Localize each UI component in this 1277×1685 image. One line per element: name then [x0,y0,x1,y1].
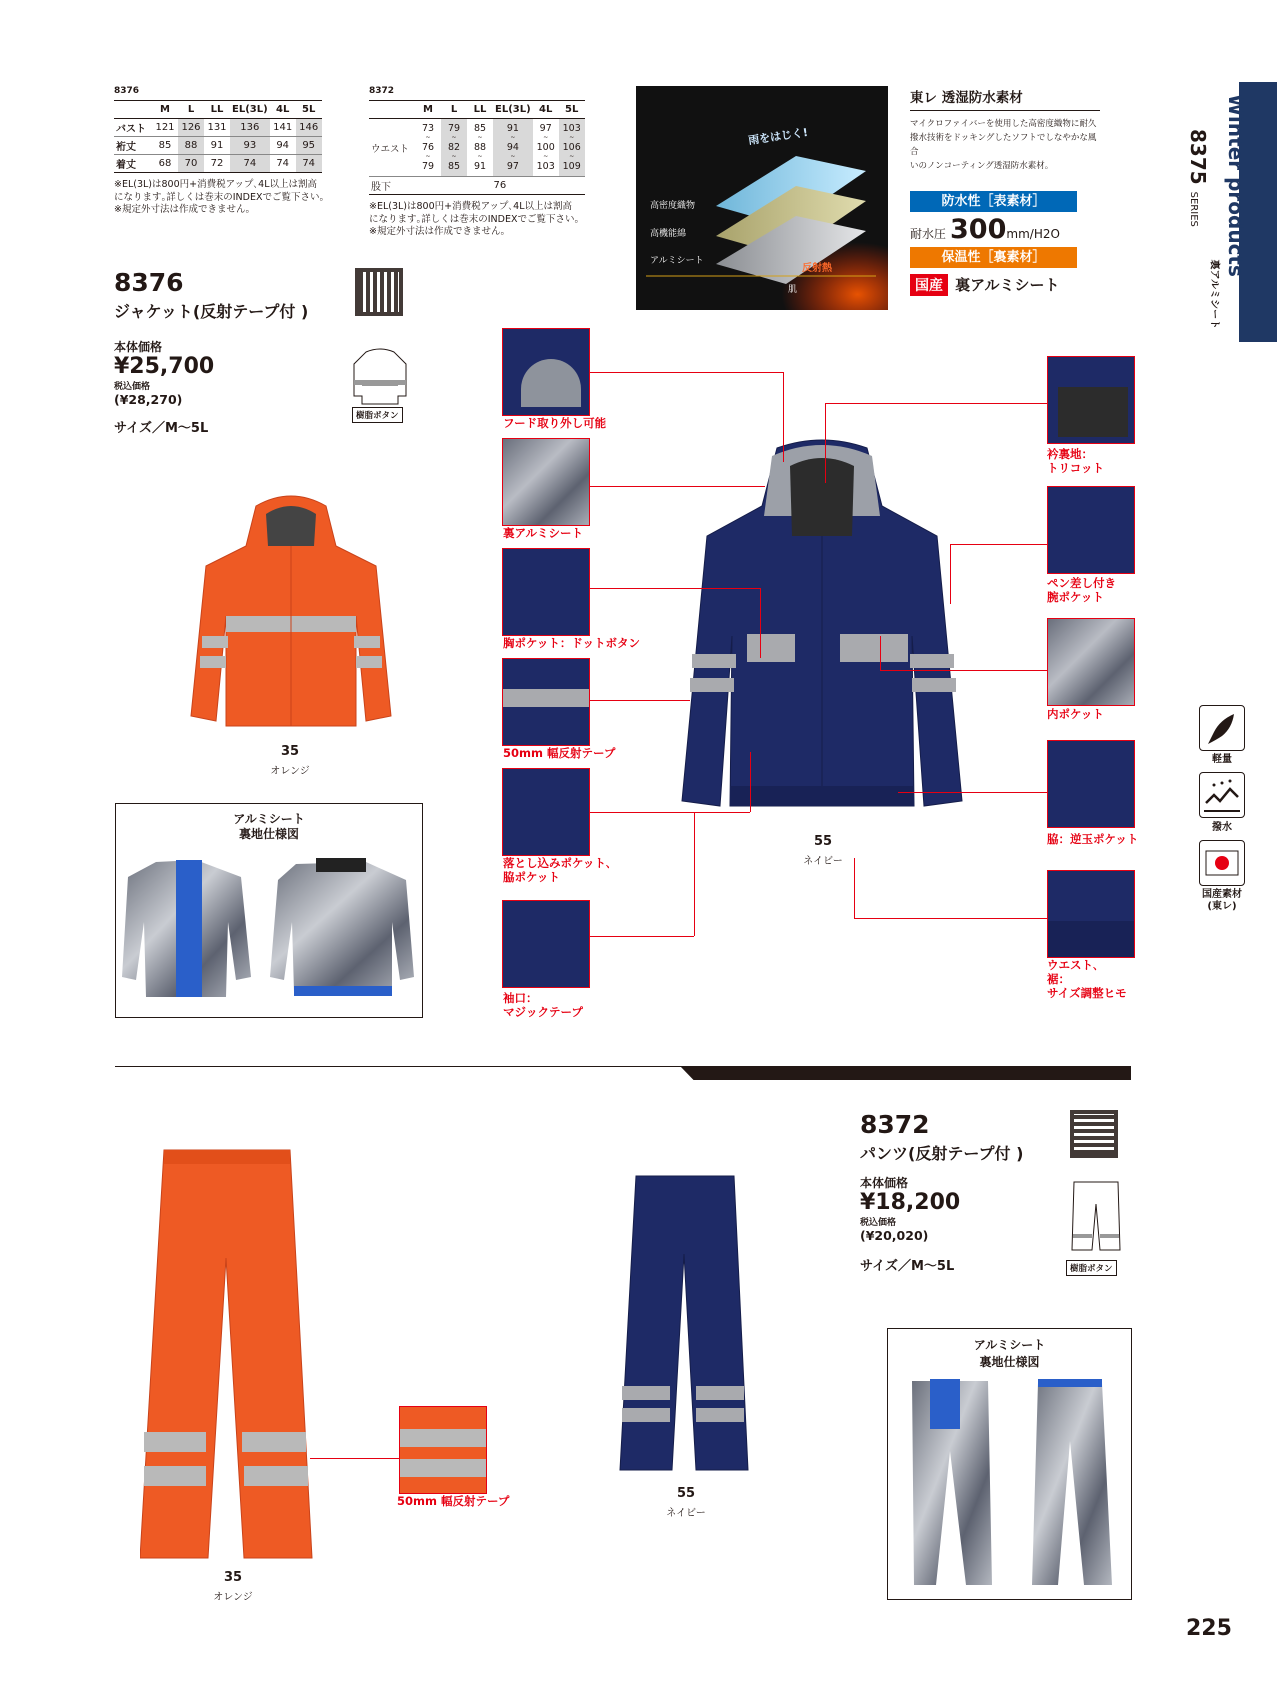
feature-lining-label: 裏アルミシート [503,526,584,540]
feature-chest-pocket-thumb [502,548,590,636]
material-info: 東レ 透湿防水素材 マイクロファイバーを使用した高密度織物に耐久 撥水技術をドッキングしたソフトでしなやかな風合 いのノンコーティング透湿防水素材｡ 防水性［表素材］ 耐水圧 300mm/H2O 保温性［裏素材］ 国産 裏アルミシート [910,86,1100,296]
jacket-code: 8376 [114,268,184,297]
pants-tape-label: 50mm 幅反射テープ [397,1494,510,1508]
feature-inner-pocket-label: 内ポケット [1047,707,1104,721]
pants-name: パンツ(反射テープ付 ) [860,1144,1024,1163]
table-row: 裄丈 85 88 91 93 94 95 [114,137,322,155]
feature-arm-pocket-thumb [1047,486,1135,574]
table-row: バスト 121 126 131 136 141 146 [114,119,322,137]
side-title: Winter products [1224,94,1248,277]
feature-slash-pocket-thumb [1047,740,1135,828]
feature-drawcord-thumb [1047,870,1135,958]
jacket-info: 8376 ジャケット(反射テープ付 ) 本体価格 ¥25,700 税込価格 (¥28,270) サイズ／M～5L [114,268,309,436]
pants-lining-box: アルミシート 裏地仕様図 [887,1328,1132,1600]
feature-collar-label: 衿裏地： トリコット [1047,447,1105,475]
qr-code-jacket[interactable] [355,268,403,316]
pants-lining-illustration [888,1371,1131,1601]
feature-side-pocket-thumb [502,768,590,856]
feature-cuff-thumb [502,900,590,988]
feature-hood-thumb [502,328,590,416]
feature-lining-thumb [502,438,590,526]
domestic-tag: 国産 [910,274,948,296]
table-row: 着丈 68 70 72 74 74 74 [114,155,322,173]
material-title: 東レ 透湿防水素材 [910,86,1100,111]
divider-accent [680,1066,1131,1080]
page-number: 225 [1186,1616,1232,1641]
navy-pants-image [618,1174,752,1474]
jacket-name: ジャケット(反射テープ付 ) [114,302,309,321]
jacket-lining-box: アルミシート 裏地仕様図 [115,803,423,1018]
pants-sketch [1070,1180,1122,1252]
feature-collar-thumb [1047,356,1135,444]
feature-inner-pocket-thumb [1047,618,1135,706]
pants-code: 8372 [860,1110,930,1139]
qr-code-pants[interactable] [1070,1110,1118,1158]
side-series: 8375 SERIES [1186,129,1210,227]
feature-cuff-label: 袖口： マジックテープ [503,991,583,1019]
jacket-lining-illustration [116,852,422,1012]
feature-side-pocket-label: 落とし込みポケット､ 脇ポケット [503,856,612,884]
pants-info: 8372 パンツ(反射テープ付 ) 本体価格 ¥18,200 税込価格 (¥20,020) サイズ／M～5L [860,1110,1024,1274]
button-badge-pants: 樹脂ボタン [1066,1260,1117,1276]
lightweight-icon [1199,705,1245,751]
side-sub: 裏アルミシート [1208,259,1220,330]
material-diagram: 雨をはじく! 高密度織物 高機能綿 アルミシート 反射熱 肌 [636,86,888,310]
water-repellent-icon [1199,772,1245,818]
table-row: ウエスト 73 ~ 76 ~ 79 79 ~ 82 ~ 85 85 ~ 88 ~ 91 91 ~ 94 ~ 97 97 ~ 100 ~ 103 103 ~ 106 ~ 109 [369,119,585,177]
table-row: 股下 76 [369,177,585,195]
orange-pants-image [140,1148,330,1568]
feature-chest-pocket-label: 胸ポケット：ドットボタン [503,636,640,650]
button-badge-jacket: 樹脂ボタン [352,407,403,423]
feature-hood-label: フード取り外し可能 [503,416,607,430]
orange-jacket-image [186,486,396,741]
pants-price: ¥18,200 [860,1190,961,1215]
jacket-size-table: 8376 M L LL EL(3L) 4L 5L バスト 121 126 131 136 141 146 裄丈 85 88 91 93 94 95 着丈 68 70 72 74 74 74 ※EL(3L)は800円+消費税アップ､4L以上は割高 になります｡詳しくは巻末のINDEXでご覧下さい｡ ※規定外寸法は作成できません｡ [114,86,325,215]
warmth-tag: 保温性［裏素材］ [910,247,1077,268]
feature-drawcord-label: ウエスト､ 裾： サイズ調整ヒモ [1047,958,1127,1000]
feature-arm-pocket-label: ペン差し付き 腕ポケット [1047,576,1116,604]
jacket-sketch [352,346,408,408]
feature-slash-pocket-label: 脇：逆玉ポケット [1047,832,1139,846]
feature-reflective-tape-thumb [502,658,590,746]
feature-reflective-tape-label: 50mm 幅反射テープ [503,746,616,760]
waterproof-tag: 防水性［表素材］ [910,191,1077,212]
japan-flag-icon [1199,840,1245,886]
pants-tape-thumb [399,1406,487,1494]
navy-jacket-image [662,436,982,826]
pants-size-table: 8372 M L LL EL(3L) 4L 5L ウエスト 73 ~ 76 ~ 79 79 ~ 82 ~ 85 85 ~ 88 ~ 91 91 ~ 94 ~ 97 97 ~ 100 ~ 103 103 ~ 106 ~ 109 股下 76 ※EL(3L)は800円+消費税アップ､4L以上は割高 になります｡詳しくは巻末のINDEXでご覧下さい｡ ※規定外寸法は作成できません｡ [369,86,585,239]
jacket-price: ¥25,700 [114,354,215,379]
side-tab [1163,82,1277,342]
